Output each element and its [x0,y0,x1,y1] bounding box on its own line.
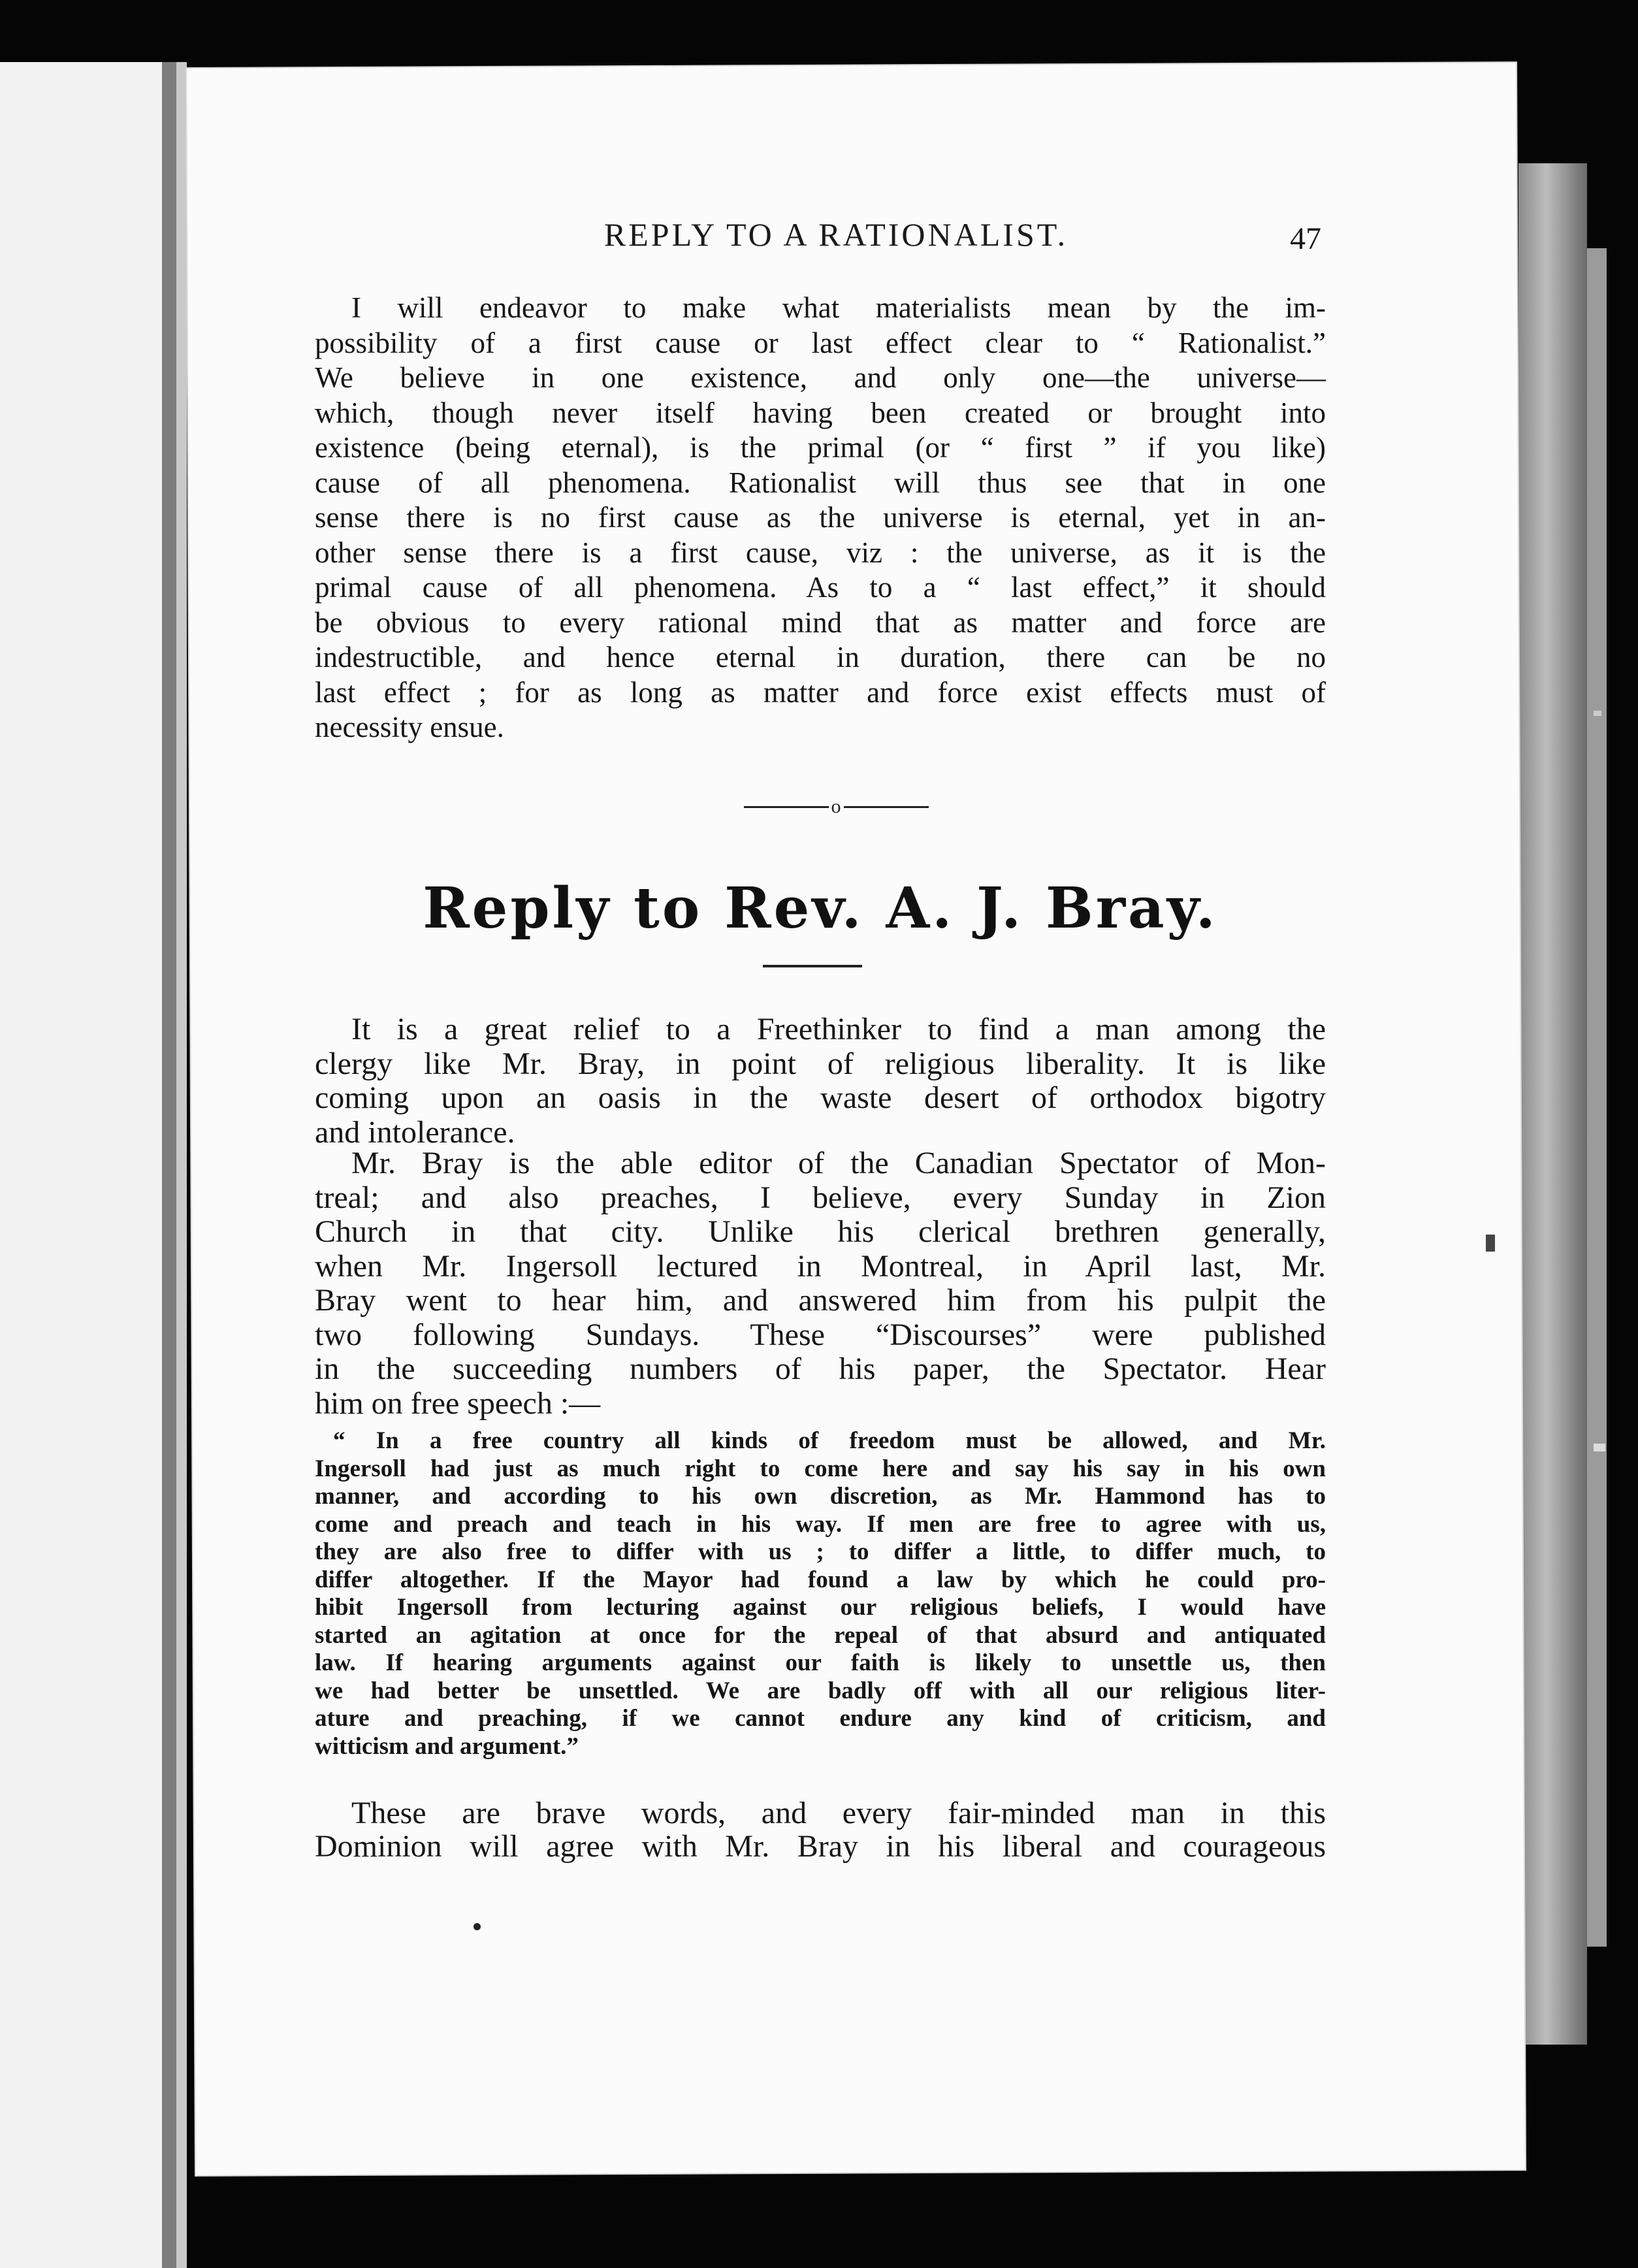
text-line: when Mr. Ingersoll lectured in Montreal, in April last, Mr. [315,1248,1326,1284]
text-line: clergy like Mr. Bray, in point of religious liberality. It is like [315,1046,1326,1081]
paragraph-materialists [315,291,1326,745]
quote-line: manner, and according to his own discretion, as Mr. Hammond has to [315,1483,1326,1510]
book-edge-shadow [162,62,176,2268]
quote-line: ature and preaching, if we cannot endure any kind of criticism, and [315,1705,1326,1732]
text-line: Bray went to hear him, and answered him from his pulpit the [315,1283,1326,1318]
paragraph-relief [315,1012,1326,1150]
quote-line: Ingersoll had just as much right to come here and say his say in his own [315,1455,1326,1482]
text-line: treal; and also preaches, I believe, every Sunday in Zion [315,1180,1326,1215]
quote-line: witticism and argument.” [315,1732,579,1760]
text-line: It is a great relief to a Freethinker to find a man among the [351,1012,1326,1046]
quote-line: law. If hearing arguments against our faith is likely to unsettle us, then [315,1649,1326,1676]
facing-page-edge [0,62,162,2268]
book-gutter [176,62,187,2268]
page-stack-shadow [1587,248,1607,1947]
text-line: primal cause of all phenomena. As to a “ last effect,” it should [315,571,1326,604]
quote-line: come and preach and teach in his way. If men are free to agree with us, [315,1510,1326,1538]
text-line: two following Sundays. These “Discourses” were published [315,1317,1326,1352]
scan-speck [1486,1235,1495,1252]
scan-speck [1594,711,1601,716]
quote-line: we had better be unsettled. We are badly off with all our religious liter- [315,1677,1326,1704]
block-quote [315,1427,1326,1760]
text-line: and intolerance. [315,1114,515,1150]
text-line: in the succeeding numbers of his paper, the Spectator. Hear [315,1352,1326,1386]
section-separator [738,794,934,820]
text-line: sense there is no first cause as the universe is eternal, yet in an- [315,501,1326,534]
text-line: We believe in one existence, and only one—the universe— [315,361,1326,394]
separator-mark: o [831,796,841,817]
text-line: other sense there is a first cause, viz : the universe, as it is the [315,536,1326,569]
separator-dash [744,806,829,808]
ink-spot [474,1923,481,1930]
text-line: necessity ensue. [315,711,504,743]
text-line: These are brave words, and every fair-minded man in this [351,1796,1326,1830]
section-heading: Reply to Rev. A. J. Bray. [423,875,1218,941]
text-line: Church in that city. Unlike his clerical brethren generally, [315,1214,1326,1249]
text-line: existence (being eternal), is the primal (or “ first ” if you like) [315,431,1326,464]
text-line: coming upon an oasis in the waste desert of orthodox bigotry [315,1080,1326,1115]
text-line: which, though never itself having been created or brought into [315,396,1326,429]
page-stack-edge [1518,163,1587,2045]
heading-rule [763,965,862,967]
text-line: cause of all phenomena. Rationalist will thus see that in one [315,466,1326,499]
quote-line: they are also free to differ with us ; to differ a little, to differ much, to [315,1538,1326,1565]
quote-line: started an agitation at once for the repeal of that absurd and antiquated [315,1621,1326,1649]
quote-line: differ altogether. If the Mayor had found a law by which he could pro- [315,1566,1326,1593]
quote-line: “ In a free country all kinds of freedom must be allowed, and Mr. [333,1427,1326,1454]
text-line: be obvious to every rational mind that as matter and force are [315,606,1326,639]
quote-line: hibit Ingersoll from lecturing against our religious beliefs, I would have [315,1594,1326,1621]
text-line: possibility of a first cause or last effect clear to “ Rationalist.” [315,326,1326,359]
paragraph-editor [315,1146,1326,1421]
text-line: him on free speech :— [315,1385,601,1421]
text-line: I will endeavor to make what materialists mean by the im- [351,291,1326,324]
text-line: last effect ; for as long as matter and force exist effects must of [315,675,1326,709]
separator-dash [844,806,929,808]
text-line: Mr. Bray is the able editor of the Canadian Spectator of Mon- [351,1146,1326,1180]
running-title: REPLY TO A RATIONALIST. [603,216,1068,253]
text-line: indestructible, and hence eternal in duration, there can be no [315,641,1326,673]
scan-speck [1594,1444,1605,1451]
paragraph-brave-words [315,1796,1326,1863]
page-number: 47 [1290,221,1321,256]
text-line: Dominion will agree with Mr. Bray in his liberal and courageous [315,1829,1326,1864]
